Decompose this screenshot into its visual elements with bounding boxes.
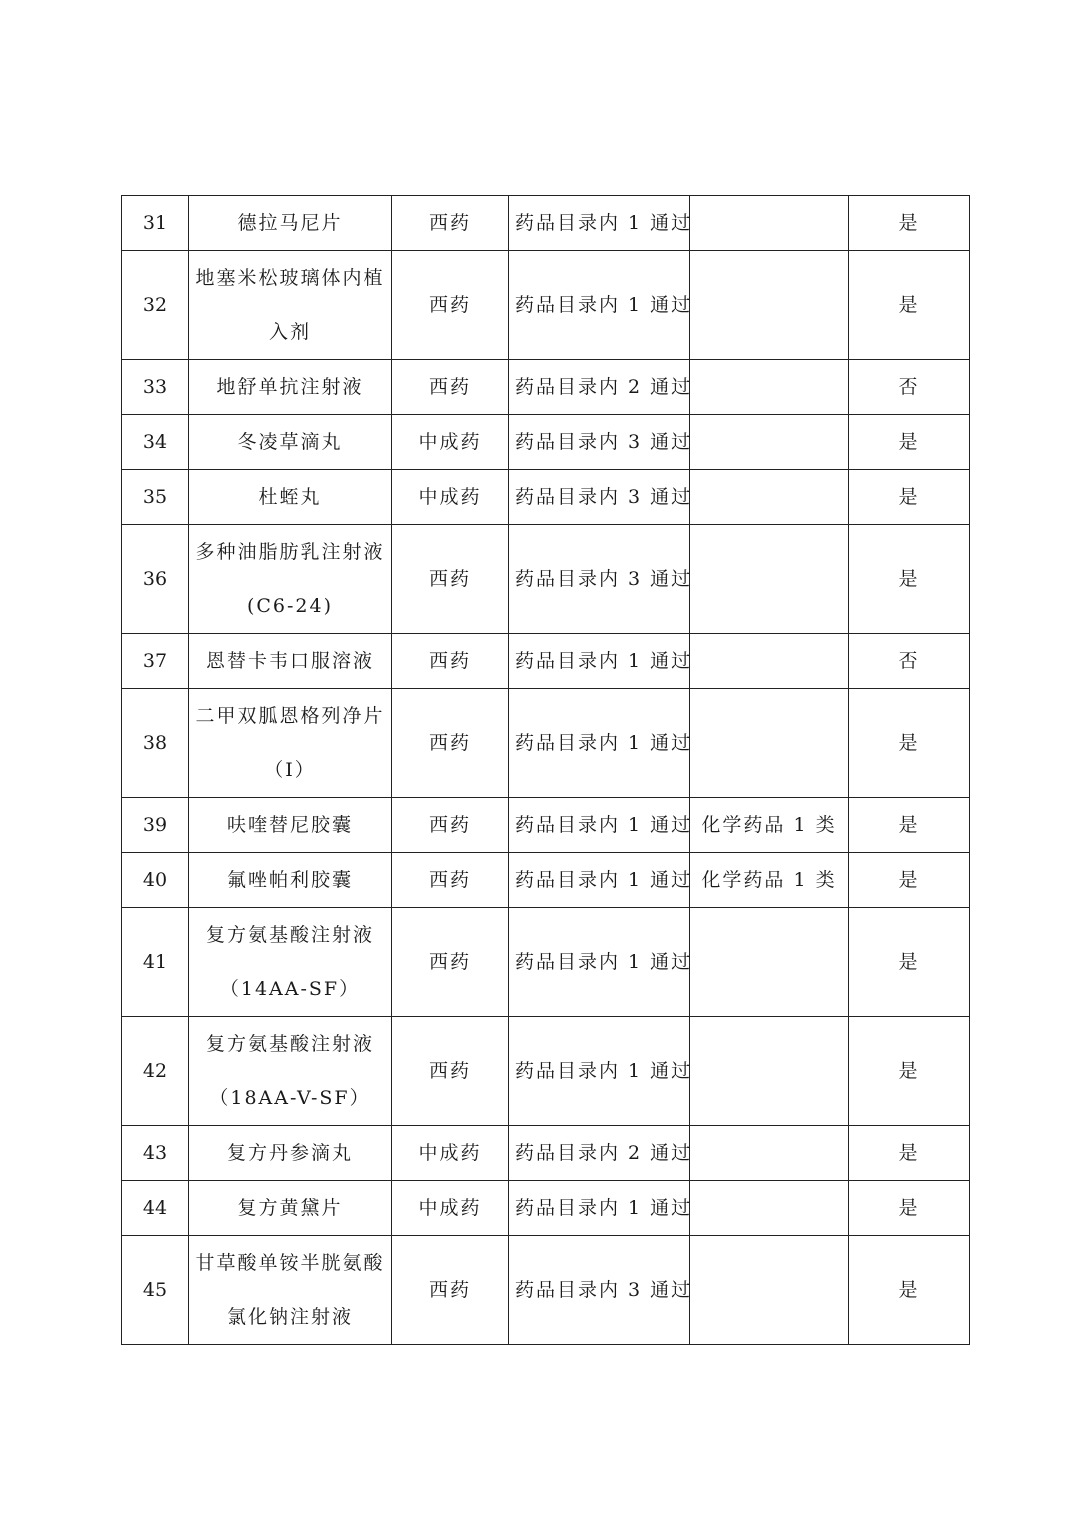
category-note-cell (690, 470, 849, 525)
drug-name-cell (189, 360, 392, 415)
flag-cell: 是 (849, 525, 970, 634)
review-status-cell: 药品目录内 3 通过 (509, 1236, 690, 1345)
drug-type-cell: 中成药 (392, 1126, 509, 1181)
row-number-cell: 33 (122, 360, 189, 415)
table-row (122, 853, 970, 908)
drug-type-cell: 西药 (392, 1236, 509, 1345)
row-number-cell: 36 (122, 525, 189, 634)
drug-name-line: (C6-24) (246, 595, 334, 617)
drug-name-line: 复方黄黛片 (237, 1197, 343, 1219)
drug-name-cell (189, 908, 392, 1017)
flag-cell: 是 (849, 196, 970, 251)
drug-name-cell (189, 196, 392, 251)
drug-name-line: 冬凌草滴丸 (237, 431, 343, 453)
category-note-cell (690, 360, 849, 415)
drug-type-cell: 西药 (392, 196, 509, 251)
flag-cell: 是 (849, 251, 970, 360)
review-status-cell: 药品目录内 3 通过 (509, 525, 690, 634)
category-note-cell (690, 196, 849, 251)
drug-name-cell (189, 525, 392, 634)
drug-name-cell (189, 853, 392, 908)
drug-name-line: 二甲双胍恩格列净片 (195, 705, 385, 727)
drug-name-cell (189, 415, 392, 470)
flag-cell: 是 (849, 1126, 970, 1181)
drug-name-line: 恩替卡韦口服溶液 (205, 650, 374, 672)
review-status-cell: 药品目录内 3 通过 (509, 415, 690, 470)
drug-type-cell: 中成药 (392, 415, 509, 470)
category-note-cell: 化学药品 1 类 (690, 853, 849, 908)
drug-type-cell: 西药 (392, 798, 509, 853)
table-row (122, 1181, 970, 1236)
drug-name-cell (189, 470, 392, 525)
drug-name-line: 地舒单抗注射液 (216, 376, 364, 398)
row-number-cell: 41 (122, 908, 189, 1017)
drug-type-cell: 西药 (392, 908, 509, 1017)
table-row (122, 1126, 970, 1181)
category-note-cell (690, 908, 849, 1017)
drug-name-cell (189, 798, 392, 853)
drug-type-cell: 中成药 (392, 470, 509, 525)
drug-type-cell: 西药 (392, 689, 509, 798)
drug-name-cell (189, 689, 392, 798)
category-note-cell (690, 634, 849, 689)
drug-name-line: 甘草酸单铵半胱氨酸 (195, 1252, 385, 1274)
drug-type-cell: 西药 (392, 251, 509, 360)
flag-cell: 是 (849, 415, 970, 470)
row-number-cell: 43 (122, 1126, 189, 1181)
flag-cell: 是 (849, 1181, 970, 1236)
row-number-cell: 37 (122, 634, 189, 689)
drug-name-line: 入剂 (268, 321, 311, 343)
table-row (122, 689, 970, 798)
row-number-cell: 44 (122, 1181, 189, 1236)
drug-name-line: 复方氨基酸注射液 (205, 924, 374, 946)
drug-name-line: 氟唑帕利胶囊 (226, 869, 353, 891)
drug-name-line: 地塞米松玻璃体内植 (195, 267, 385, 289)
table-row (122, 1017, 970, 1126)
drug-type-cell: 中成药 (392, 1181, 509, 1236)
drug-name-line: 氯化钠注射液 (226, 1306, 353, 1328)
review-status-cell: 药品目录内 1 通过 (509, 634, 690, 689)
flag-cell: 否 (849, 360, 970, 415)
table-row (122, 634, 970, 689)
review-status-cell: 药品目录内 1 通过 (509, 251, 690, 360)
drug-name-cell (189, 251, 392, 360)
drug-name-line: （14AA-SF） (219, 978, 361, 1000)
flag-cell: 是 (849, 689, 970, 798)
table-row (122, 1236, 970, 1345)
drug-type-cell: 西药 (392, 360, 509, 415)
drug-name-cell (189, 1236, 392, 1345)
drug-name-line: 呋喹替尼胶囊 (226, 814, 353, 836)
table-row (122, 415, 970, 470)
drug-type-cell: 西药 (392, 1017, 509, 1126)
review-status-cell: 药品目录内 2 通过 (509, 1126, 690, 1181)
category-note-cell (690, 1126, 849, 1181)
review-status-cell: 药品目录内 1 通过 (509, 908, 690, 1017)
drug-name-line: 复方丹参滴丸 (226, 1142, 353, 1164)
drug-name-cell (189, 634, 392, 689)
table-row (122, 470, 970, 525)
category-note-cell (690, 525, 849, 634)
table-body (122, 196, 970, 1345)
drug-name-cell (189, 1181, 392, 1236)
review-status-cell: 药品目录内 2 通过 (509, 360, 690, 415)
drug-type-cell: 西药 (392, 853, 509, 908)
category-note-cell: 化学药品 1 类 (690, 798, 849, 853)
review-status-cell: 药品目录内 1 通过 (509, 196, 690, 251)
table-row (122, 196, 970, 251)
review-status-cell: 药品目录内 1 通过 (509, 853, 690, 908)
drug-name-line: 杜蛭丸 (258, 486, 322, 508)
row-number-cell: 32 (122, 251, 189, 360)
flag-cell: 是 (849, 470, 970, 525)
review-status-cell: 药品目录内 1 通过 (509, 798, 690, 853)
review-status-cell: 药品目录内 3 通过 (509, 470, 690, 525)
flag-cell: 否 (849, 634, 970, 689)
flag-cell: 是 (849, 853, 970, 908)
drug-name-line: （Ⅰ） (264, 759, 316, 781)
row-number-cell: 40 (122, 853, 189, 908)
drug-name-cell (189, 1126, 392, 1181)
review-status-cell: 药品目录内 1 通过 (509, 1181, 690, 1236)
table-row (122, 525, 970, 634)
row-number-cell: 35 (122, 470, 189, 525)
table-row (122, 908, 970, 1017)
review-status-cell: 药品目录内 1 通过 (509, 1017, 690, 1126)
category-note-cell (690, 1181, 849, 1236)
table-row (122, 798, 970, 853)
category-note-cell (690, 1017, 849, 1126)
drug-name-line: 复方氨基酸注射液 (205, 1033, 374, 1055)
drug-type-cell: 西药 (392, 634, 509, 689)
category-note-cell (690, 1236, 849, 1345)
category-note-cell (690, 689, 849, 798)
table-row (122, 360, 970, 415)
category-note-cell (690, 251, 849, 360)
flag-cell: 是 (849, 1017, 970, 1126)
flag-cell: 是 (849, 798, 970, 853)
row-number-cell: 38 (122, 689, 189, 798)
row-number-cell: 39 (122, 798, 189, 853)
flag-cell: 是 (849, 908, 970, 1017)
drug-name-cell (189, 1017, 392, 1126)
row-number-cell: 42 (122, 1017, 189, 1126)
row-number-cell: 45 (122, 1236, 189, 1345)
drug-name-line: 多种油脂肪乳注射液 (195, 541, 385, 563)
flag-cell: 是 (849, 1236, 970, 1345)
drug-name-line: 德拉马尼片 (237, 212, 343, 234)
drug-list-table (121, 195, 970, 1345)
drug-type-cell: 西药 (392, 525, 509, 634)
table-row (122, 251, 970, 360)
row-number-cell: 31 (122, 196, 189, 251)
drug-name-line: （18AA-V-SF） (209, 1087, 371, 1109)
review-status-cell: 药品目录内 1 通过 (509, 689, 690, 798)
row-number-cell: 34 (122, 415, 189, 470)
category-note-cell (690, 415, 849, 470)
